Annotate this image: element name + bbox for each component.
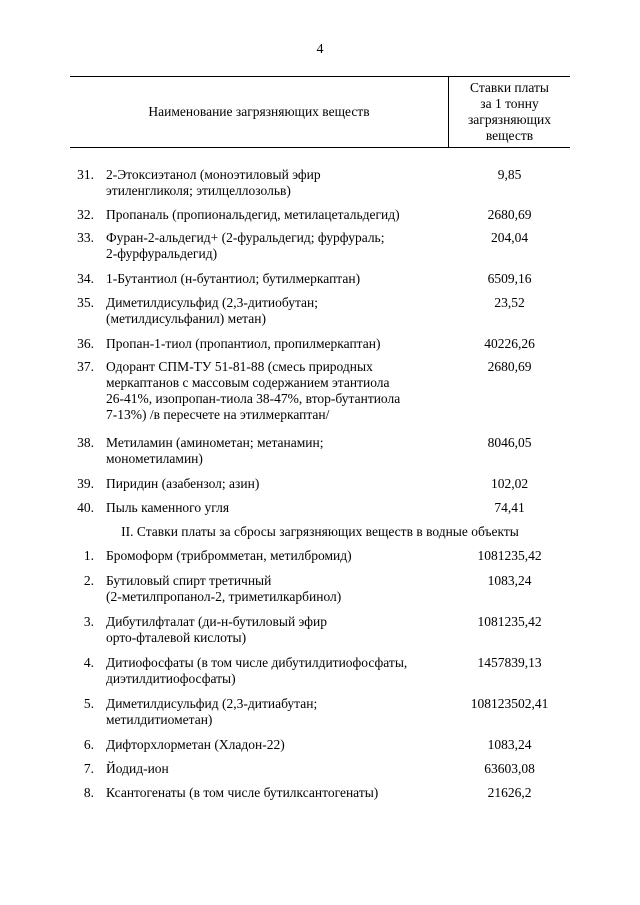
- header-rate-line: за 1 тонну: [480, 96, 539, 111]
- row-name: [106, 761, 456, 777]
- row-name: [106, 476, 456, 492]
- row-number: 5.: [83, 696, 94, 711]
- row-number: 33.: [77, 230, 94, 245]
- header-rate-column: [449, 80, 570, 144]
- header-name-column: Наименование загрязняющих веществ: [148, 104, 370, 119]
- row-rate: 1081235,42: [477, 548, 542, 563]
- row-name-line: этиленгликоля; этилцеллозольв): [106, 183, 291, 198]
- table-header: [70, 76, 570, 148]
- row-name-line: Ксантогенаты (в том числе бутилксантогенаты): [106, 785, 379, 800]
- row-rate: 63603,08: [484, 761, 535, 776]
- row-name-line: (метилдисульфанил) метан): [106, 311, 266, 326]
- row-name-line: Бутиловый спирт третичный: [106, 573, 272, 588]
- row-name-line: Дифторхлорметан (Хладон-22): [106, 737, 285, 752]
- row-name-line: (2-метилпропанол-2, триметилкарбинол): [106, 589, 342, 604]
- row-name-line: Пропаналь (пропиональдегид, метилацетальдегид): [106, 207, 400, 222]
- row-name: [106, 655, 456, 687]
- row-number: 1.: [83, 548, 94, 563]
- row-name-line: Йодид-ион: [106, 761, 169, 776]
- row-name-line: 2-Этоксиэтанол (моноэтиловый эфир: [106, 167, 321, 182]
- row-number: 32.: [77, 207, 94, 222]
- row-name-line: Дибутилфталат (ди-н-бутиловый эфир: [106, 614, 327, 629]
- row-rate: 1083,24: [487, 573, 532, 588]
- row-number: 39.: [77, 476, 94, 491]
- row-rate: 102,02: [490, 476, 529, 491]
- row-rate: 1081235,42: [477, 614, 542, 629]
- row-rate: 6509,16: [487, 271, 532, 286]
- row-number: 2.: [83, 573, 94, 588]
- header-rate-line: загрязняющих: [467, 112, 552, 127]
- row-name-line: Пропан-1-тиол (пропантиол, пропилмеркаптан): [106, 336, 381, 351]
- row-name-line: метилдитиометан): [106, 712, 213, 727]
- row-rate: 8046,05: [487, 435, 532, 450]
- row-name: [106, 167, 456, 199]
- row-number: 38.: [77, 435, 94, 450]
- row-number: 8.: [83, 785, 94, 800]
- row-name-line: меркаптанов с массовым содержанием этантиола: [106, 375, 390, 390]
- row-number: 36.: [77, 336, 94, 351]
- section-title: II. Ставки платы за сбросы загрязняющих веществ в водные объекты: [121, 524, 519, 539]
- row-name-line: 2-фурфуральдегид): [106, 246, 218, 261]
- row-name: [106, 785, 456, 801]
- row-name: [106, 737, 456, 753]
- page-number: 4: [316, 42, 324, 57]
- row-name: [106, 500, 456, 516]
- row-name: [106, 230, 456, 262]
- row-name: [106, 696, 456, 728]
- header-rate-line: Ставки платы: [470, 80, 549, 95]
- row-rate: 108123502,41: [470, 696, 549, 711]
- row-number: 35.: [77, 295, 94, 310]
- row-name-line: монометиламин): [106, 451, 203, 466]
- row-name-line: Фуран-2-альдегид+ (2-фуральдегид; фурфураль;: [106, 230, 385, 245]
- row-number: 3.: [83, 614, 94, 629]
- row-name: [106, 548, 456, 564]
- row-name-line: Пыль каменного угля: [106, 500, 230, 515]
- row-name-line: Метиламин (аминометан; метанамин;: [106, 435, 324, 450]
- row-name-line: 7-13%) /в пересчете на этилмеркаптан/: [106, 407, 330, 422]
- header-rate-line: веществ: [485, 128, 534, 143]
- row-name-line: Дитиофосфаты (в том числе дибутилдитиофосфаты,: [106, 655, 408, 670]
- row-rate: 1083,24: [487, 737, 532, 752]
- row-number: 40.: [77, 500, 94, 515]
- row-name: [106, 573, 456, 605]
- row-rate: 40226,26: [484, 336, 535, 351]
- row-number: 37.: [77, 359, 94, 374]
- row-rate: 204,04: [490, 230, 529, 245]
- row-name: [106, 295, 456, 327]
- row-rate: 2680,69: [487, 207, 532, 222]
- row-name: [106, 271, 456, 287]
- row-name-line: 26-41%, изопропан-тиола 38-47%, втор-бутантиола: [106, 391, 401, 406]
- row-name: [106, 359, 456, 423]
- row-name-line: Бромоформ (трибромметан, метилбромид): [106, 548, 352, 563]
- row-rate: 1457839,13: [477, 655, 542, 670]
- row-name: [106, 207, 456, 223]
- row-number: 4.: [83, 655, 94, 670]
- row-name-line: орто-фталевой кислоты): [106, 630, 247, 645]
- row-name-line: Диметилдисульфид (2,3-дитиабутан;: [106, 696, 318, 711]
- row-number: 34.: [77, 271, 94, 286]
- row-rate: 9,85: [497, 167, 522, 182]
- row-rate: 2680,69: [487, 359, 532, 374]
- row-name: [106, 336, 456, 352]
- row-name-line: диэтилдитиофосфаты): [106, 671, 236, 686]
- row-name-line: 1-Бутантиол (н-бутантиол; бутилмеркаптан): [106, 271, 361, 286]
- row-rate: 23,52: [494, 295, 525, 310]
- row-name: [106, 435, 456, 467]
- row-name-line: Диметилдисульфид (2,3-дитиобутан;: [106, 295, 318, 310]
- row-name: [106, 614, 456, 646]
- row-name-line: Одорант СПМ-ТУ 51-81-88 (смесь природных: [106, 359, 373, 374]
- row-rate: 21626,2: [487, 785, 532, 800]
- row-number: 6.: [83, 737, 94, 752]
- row-number: 7.: [83, 761, 94, 776]
- row-rate: 74,41: [494, 500, 525, 515]
- row-number: 31.: [77, 167, 94, 182]
- row-name-line: Пиридин (азабензол; азин): [106, 476, 260, 491]
